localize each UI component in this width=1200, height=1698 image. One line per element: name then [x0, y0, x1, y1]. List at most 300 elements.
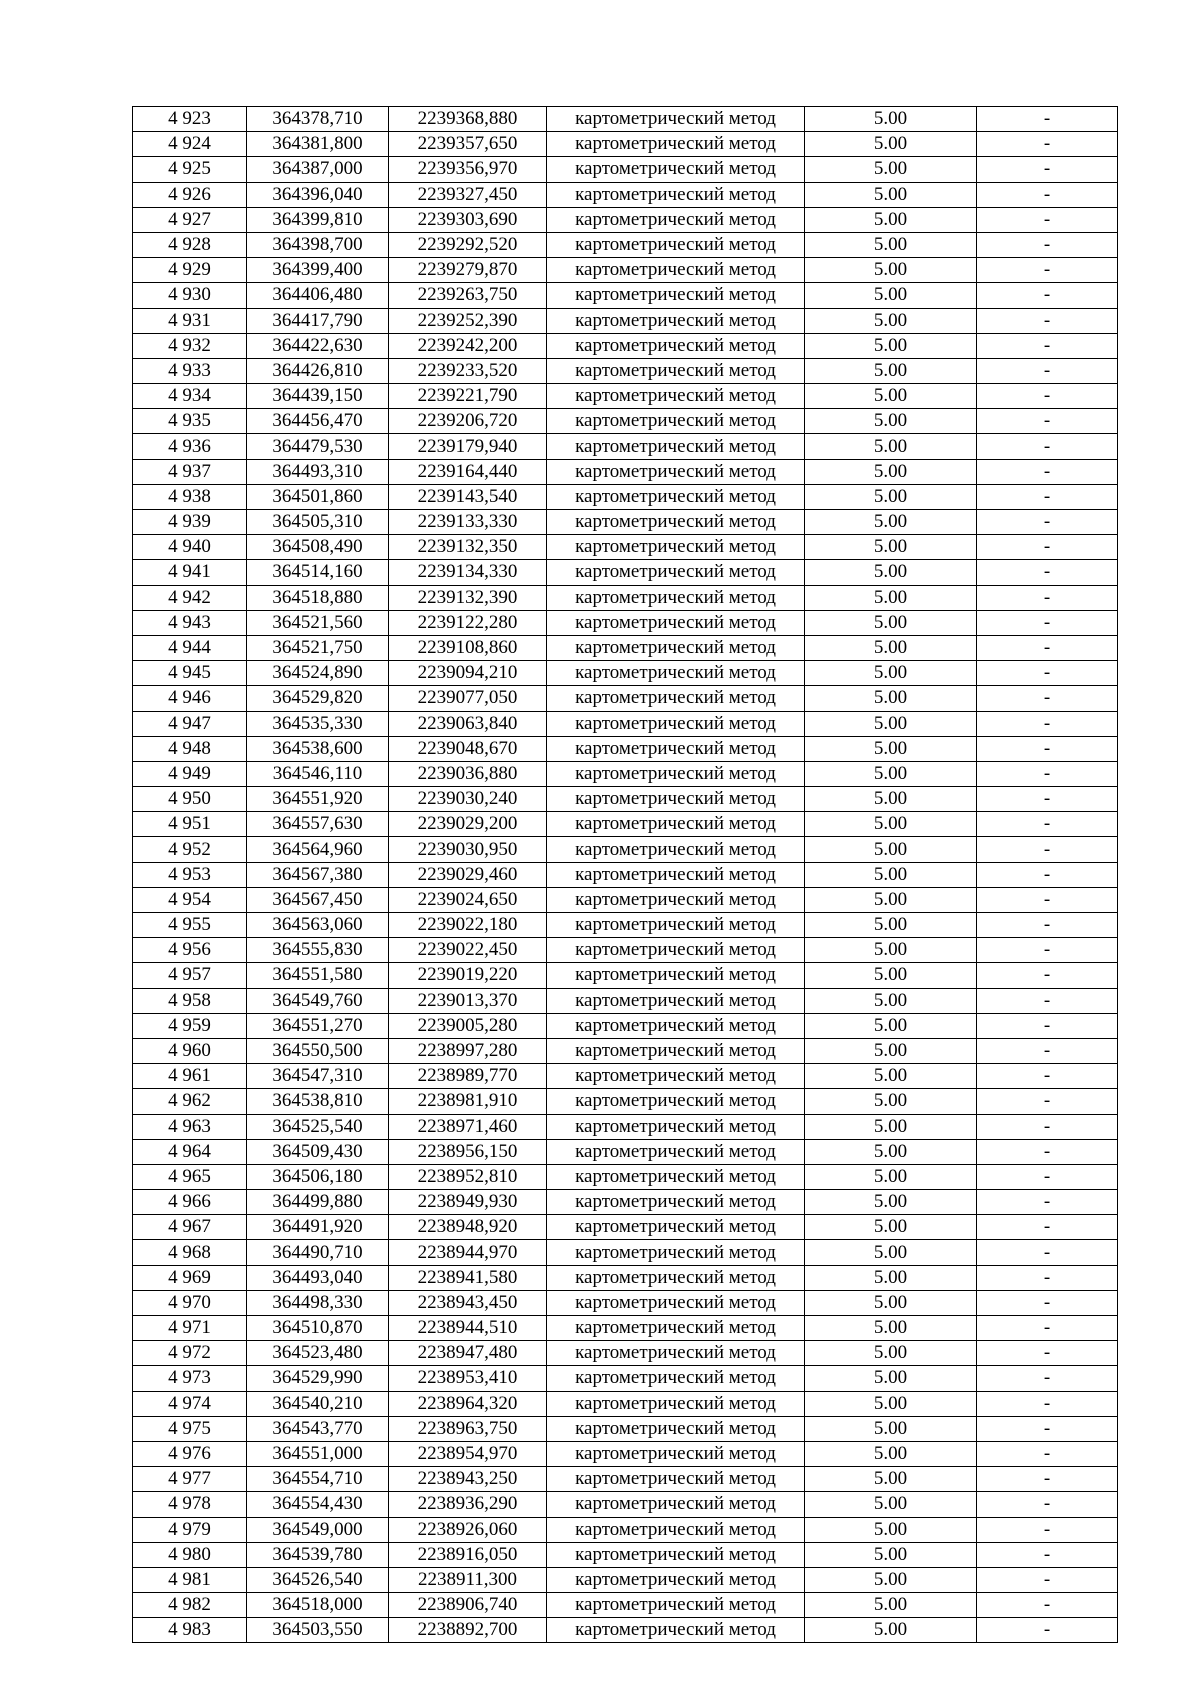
method-cell: картометрический метод [547, 535, 805, 560]
method-cell: картометрический метод [547, 132, 805, 157]
accuracy-cell: 5.00 [805, 1064, 977, 1089]
x-coordinate-cell: 364521,750 [247, 635, 389, 660]
table-row [133, 1316, 1118, 1341]
note-cell: - [977, 484, 1118, 509]
y-coordinate-cell: 2238916,050 [389, 1542, 547, 1567]
x-coordinate-cell: 364551,920 [247, 787, 389, 812]
accuracy-cell: 5.00 [805, 1391, 977, 1416]
accuracy-cell: 5.00 [805, 1366, 977, 1391]
table-row [133, 283, 1118, 308]
table-row [133, 182, 1118, 207]
y-coordinate-cell: 2239143,540 [389, 484, 547, 509]
method-cell: картометрический метод [547, 182, 805, 207]
y-coordinate-cell: 2239134,330 [389, 560, 547, 585]
accuracy-cell: 5.00 [805, 787, 977, 812]
note-cell: - [977, 207, 1118, 232]
table-row [133, 459, 1118, 484]
accuracy-cell: 5.00 [805, 1290, 977, 1315]
table-row [133, 384, 1118, 409]
method-cell: картометрический метод [547, 787, 805, 812]
x-coordinate-cell: 364540,210 [247, 1391, 389, 1416]
y-coordinate-cell: 2239036,880 [389, 761, 547, 786]
accuracy-cell: 5.00 [805, 610, 977, 635]
method-cell: картометрический метод [547, 207, 805, 232]
point-number-cell: 4 929 [133, 258, 247, 283]
y-coordinate-cell: 2238948,920 [389, 1215, 547, 1240]
point-number-cell: 4 944 [133, 635, 247, 660]
point-number-cell: 4 970 [133, 1290, 247, 1315]
table-row [133, 812, 1118, 837]
note-cell: - [977, 1240, 1118, 1265]
point-number-cell: 4 964 [133, 1139, 247, 1164]
table-row [133, 1215, 1118, 1240]
method-cell: картометрический метод [547, 1618, 805, 1643]
table-row [133, 1290, 1118, 1315]
note-cell: - [977, 938, 1118, 963]
note-cell: - [977, 1391, 1118, 1416]
point-number-cell: 4 958 [133, 988, 247, 1013]
table-row [133, 1089, 1118, 1114]
point-number-cell: 4 965 [133, 1164, 247, 1189]
point-number-cell: 4 951 [133, 812, 247, 837]
x-coordinate-cell: 364549,000 [247, 1517, 389, 1542]
method-cell: картометрический метод [547, 913, 805, 938]
point-number-cell: 4 923 [133, 107, 247, 132]
table-row [133, 661, 1118, 686]
note-cell: - [977, 837, 1118, 862]
accuracy-cell: 5.00 [805, 484, 977, 509]
note-cell: - [977, 459, 1118, 484]
method-cell: картометрический метод [547, 585, 805, 610]
accuracy-cell: 5.00 [805, 1190, 977, 1215]
note-cell: - [977, 1517, 1118, 1542]
method-cell: картометрический метод [547, 510, 805, 535]
x-coordinate-cell: 364529,990 [247, 1366, 389, 1391]
point-number-cell: 4 927 [133, 207, 247, 232]
method-cell: картометрический метод [547, 686, 805, 711]
y-coordinate-cell: 2239022,180 [389, 913, 547, 938]
y-coordinate-cell: 2239029,460 [389, 862, 547, 887]
y-coordinate-cell: 2238911,300 [389, 1567, 547, 1592]
coordinates-table-body [133, 107, 1118, 1643]
method-cell: картометрический метод [547, 560, 805, 585]
x-coordinate-cell: 364526,540 [247, 1567, 389, 1592]
point-number-cell: 4 969 [133, 1265, 247, 1290]
table-row [133, 1114, 1118, 1139]
y-coordinate-cell: 2238956,150 [389, 1139, 547, 1164]
accuracy-cell: 5.00 [805, 988, 977, 1013]
method-cell: картометрический метод [547, 333, 805, 358]
note-cell: - [977, 535, 1118, 560]
note-cell: - [977, 1114, 1118, 1139]
x-coordinate-cell: 364546,110 [247, 761, 389, 786]
note-cell: - [977, 1164, 1118, 1189]
y-coordinate-cell: 2239221,790 [389, 384, 547, 409]
note-cell: - [977, 358, 1118, 383]
method-cell: картометрический метод [547, 862, 805, 887]
method-cell: картометрический метод [547, 107, 805, 132]
x-coordinate-cell: 364399,810 [247, 207, 389, 232]
x-coordinate-cell: 364509,430 [247, 1139, 389, 1164]
table-row [133, 862, 1118, 887]
y-coordinate-cell: 2239233,520 [389, 358, 547, 383]
table-row [133, 157, 1118, 182]
note-cell: - [977, 107, 1118, 132]
point-number-cell: 4 977 [133, 1467, 247, 1492]
accuracy-cell: 5.00 [805, 333, 977, 358]
y-coordinate-cell: 2239030,950 [389, 837, 547, 862]
method-cell: картометрический метод [547, 988, 805, 1013]
point-number-cell: 4 934 [133, 384, 247, 409]
note-cell: - [977, 132, 1118, 157]
accuracy-cell: 5.00 [805, 1038, 977, 1063]
y-coordinate-cell: 2238989,770 [389, 1064, 547, 1089]
point-number-cell: 4 960 [133, 1038, 247, 1063]
y-coordinate-cell: 2238981,910 [389, 1089, 547, 1114]
accuracy-cell: 5.00 [805, 560, 977, 585]
y-coordinate-cell: 2239132,350 [389, 535, 547, 560]
x-coordinate-cell: 364514,160 [247, 560, 389, 585]
method-cell: картометрический метод [547, 837, 805, 862]
note-cell: - [977, 510, 1118, 535]
y-coordinate-cell: 2239133,330 [389, 510, 547, 535]
y-coordinate-cell: 2239019,220 [389, 963, 547, 988]
y-coordinate-cell: 2239108,860 [389, 635, 547, 660]
x-coordinate-cell: 364523,480 [247, 1341, 389, 1366]
method-cell: картометрический метод [547, 1013, 805, 1038]
note-cell: - [977, 887, 1118, 912]
table-row [133, 132, 1118, 157]
table-row [133, 1366, 1118, 1391]
accuracy-cell: 5.00 [805, 686, 977, 711]
x-coordinate-cell: 364456,470 [247, 409, 389, 434]
x-coordinate-cell: 364525,540 [247, 1114, 389, 1139]
accuracy-cell: 5.00 [805, 409, 977, 434]
coordinates-table [132, 106, 1118, 1643]
note-cell: - [977, 661, 1118, 686]
y-coordinate-cell: 2239077,050 [389, 686, 547, 711]
accuracy-cell: 5.00 [805, 635, 977, 660]
point-number-cell: 4 945 [133, 661, 247, 686]
method-cell: картометрический метод [547, 283, 805, 308]
point-number-cell: 4 948 [133, 736, 247, 761]
point-number-cell: 4 956 [133, 938, 247, 963]
accuracy-cell: 5.00 [805, 157, 977, 182]
accuracy-cell: 5.00 [805, 1341, 977, 1366]
table-row [133, 1517, 1118, 1542]
x-coordinate-cell: 364499,880 [247, 1190, 389, 1215]
point-number-cell: 4 935 [133, 409, 247, 434]
accuracy-cell: 5.00 [805, 1593, 977, 1618]
note-cell: - [977, 1013, 1118, 1038]
y-coordinate-cell: 2239292,520 [389, 232, 547, 257]
table-row [133, 258, 1118, 283]
note-cell: - [977, 1366, 1118, 1391]
x-coordinate-cell: 364479,530 [247, 434, 389, 459]
table-row [133, 635, 1118, 660]
table-row [133, 787, 1118, 812]
table-row [133, 409, 1118, 434]
y-coordinate-cell: 2239356,970 [389, 157, 547, 182]
note-cell: - [977, 610, 1118, 635]
y-coordinate-cell: 2238906,740 [389, 1593, 547, 1618]
point-number-cell: 4 932 [133, 333, 247, 358]
point-number-cell: 4 924 [133, 132, 247, 157]
table-row [133, 1038, 1118, 1063]
x-coordinate-cell: 364551,000 [247, 1441, 389, 1466]
y-coordinate-cell: 2238944,510 [389, 1316, 547, 1341]
accuracy-cell: 5.00 [805, 1467, 977, 1492]
method-cell: картометрический метод [547, 1190, 805, 1215]
table-row [133, 333, 1118, 358]
point-number-cell: 4 959 [133, 1013, 247, 1038]
method-cell: картометрический метод [547, 1038, 805, 1063]
point-number-cell: 4 950 [133, 787, 247, 812]
point-number-cell: 4 937 [133, 459, 247, 484]
table-row [133, 484, 1118, 509]
method-cell: картометрический метод [547, 1517, 805, 1542]
note-cell: - [977, 585, 1118, 610]
point-number-cell: 4 938 [133, 484, 247, 509]
note-cell: - [977, 1567, 1118, 1592]
y-coordinate-cell: 2238954,970 [389, 1441, 547, 1466]
accuracy-cell: 5.00 [805, 1114, 977, 1139]
table-row [133, 761, 1118, 786]
accuracy-cell: 5.00 [805, 585, 977, 610]
accuracy-cell: 5.00 [805, 1139, 977, 1164]
accuracy-cell: 5.00 [805, 887, 977, 912]
method-cell: картометрический метод [547, 1341, 805, 1366]
x-coordinate-cell: 364547,310 [247, 1064, 389, 1089]
method-cell: картометрический метод [547, 1567, 805, 1592]
table-row [133, 535, 1118, 560]
point-number-cell: 4 967 [133, 1215, 247, 1240]
table-row [133, 1441, 1118, 1466]
note-cell: - [977, 182, 1118, 207]
accuracy-cell: 5.00 [805, 283, 977, 308]
y-coordinate-cell: 2238926,060 [389, 1517, 547, 1542]
y-coordinate-cell: 2239132,390 [389, 585, 547, 610]
note-cell: - [977, 1064, 1118, 1089]
note-cell: - [977, 862, 1118, 887]
method-cell: картометрический метод [547, 1316, 805, 1341]
point-number-cell: 4 952 [133, 837, 247, 862]
y-coordinate-cell: 2238952,810 [389, 1164, 547, 1189]
point-number-cell: 4 979 [133, 1517, 247, 1542]
y-coordinate-cell: 2239122,280 [389, 610, 547, 635]
note-cell: - [977, 1190, 1118, 1215]
note-cell: - [977, 283, 1118, 308]
note-cell: - [977, 761, 1118, 786]
accuracy-cell: 5.00 [805, 182, 977, 207]
y-coordinate-cell: 2239094,210 [389, 661, 547, 686]
note-cell: - [977, 1215, 1118, 1240]
x-coordinate-cell: 364538,600 [247, 736, 389, 761]
point-number-cell: 4 966 [133, 1190, 247, 1215]
x-coordinate-cell: 364508,490 [247, 535, 389, 560]
y-coordinate-cell: 2239252,390 [389, 308, 547, 333]
table-row [133, 1542, 1118, 1567]
point-number-cell: 4 955 [133, 913, 247, 938]
point-number-cell: 4 936 [133, 434, 247, 459]
accuracy-cell: 5.00 [805, 510, 977, 535]
method-cell: картометрический метод [547, 409, 805, 434]
table-row [133, 1265, 1118, 1290]
point-number-cell: 4 978 [133, 1492, 247, 1517]
note-cell: - [977, 560, 1118, 585]
note-cell: - [977, 1542, 1118, 1567]
x-coordinate-cell: 364564,960 [247, 837, 389, 862]
method-cell: картометрический метод [547, 258, 805, 283]
x-coordinate-cell: 364543,770 [247, 1416, 389, 1441]
y-coordinate-cell: 2239013,370 [389, 988, 547, 1013]
accuracy-cell: 5.00 [805, 1618, 977, 1643]
accuracy-cell: 5.00 [805, 232, 977, 257]
point-number-cell: 4 975 [133, 1416, 247, 1441]
table-row [133, 358, 1118, 383]
table-row [133, 1492, 1118, 1517]
accuracy-cell: 5.00 [805, 1492, 977, 1517]
y-coordinate-cell: 2239005,280 [389, 1013, 547, 1038]
note-cell: - [977, 736, 1118, 761]
note-cell: - [977, 1038, 1118, 1063]
table-row [133, 1139, 1118, 1164]
accuracy-cell: 5.00 [805, 938, 977, 963]
table-row [133, 585, 1118, 610]
table-row [133, 1467, 1118, 1492]
x-coordinate-cell: 364550,500 [247, 1038, 389, 1063]
note-cell: - [977, 711, 1118, 736]
point-number-cell: 4 941 [133, 560, 247, 585]
x-coordinate-cell: 364493,310 [247, 459, 389, 484]
note-cell: - [977, 1467, 1118, 1492]
method-cell: картометрический метод [547, 711, 805, 736]
method-cell: картометрический метод [547, 1290, 805, 1315]
table-row [133, 686, 1118, 711]
method-cell: картометрический метод [547, 1114, 805, 1139]
accuracy-cell: 5.00 [805, 308, 977, 333]
method-cell: картометрический метод [547, 157, 805, 182]
x-coordinate-cell: 364518,000 [247, 1593, 389, 1618]
point-number-cell: 4 947 [133, 711, 247, 736]
method-cell: картометрический метод [547, 434, 805, 459]
y-coordinate-cell: 2239022,450 [389, 938, 547, 963]
method-cell: картометрический метод [547, 963, 805, 988]
x-coordinate-cell: 364503,550 [247, 1618, 389, 1643]
method-cell: картометрический метод [547, 459, 805, 484]
y-coordinate-cell: 2239024,650 [389, 887, 547, 912]
table-row [133, 610, 1118, 635]
point-number-cell: 4 962 [133, 1089, 247, 1114]
note-cell: - [977, 1593, 1118, 1618]
x-coordinate-cell: 364538,810 [247, 1089, 389, 1114]
x-coordinate-cell: 364506,180 [247, 1164, 389, 1189]
method-cell: картометрический метод [547, 1215, 805, 1240]
table-row [133, 963, 1118, 988]
accuracy-cell: 5.00 [805, 207, 977, 232]
accuracy-cell: 5.00 [805, 358, 977, 383]
accuracy-cell: 5.00 [805, 1441, 977, 1466]
method-cell: картометрический метод [547, 1064, 805, 1089]
note-cell: - [977, 333, 1118, 358]
x-coordinate-cell: 364555,830 [247, 938, 389, 963]
table-row [133, 938, 1118, 963]
table-row [133, 510, 1118, 535]
x-coordinate-cell: 364567,380 [247, 862, 389, 887]
note-cell: - [977, 787, 1118, 812]
method-cell: картометрический метод [547, 484, 805, 509]
table-row [133, 560, 1118, 585]
table-row [133, 736, 1118, 761]
table-row [133, 1416, 1118, 1441]
method-cell: картометрический метод [547, 1492, 805, 1517]
x-coordinate-cell: 364529,820 [247, 686, 389, 711]
accuracy-cell: 5.00 [805, 1416, 977, 1441]
point-number-cell: 4 931 [133, 308, 247, 333]
point-number-cell: 4 983 [133, 1618, 247, 1643]
table-row [133, 887, 1118, 912]
x-coordinate-cell: 364505,310 [247, 510, 389, 535]
x-coordinate-cell: 364554,430 [247, 1492, 389, 1517]
note-cell: - [977, 913, 1118, 938]
note-cell: - [977, 812, 1118, 837]
table-row [133, 1164, 1118, 1189]
method-cell: картометрический метод [547, 1366, 805, 1391]
point-number-cell: 4 930 [133, 283, 247, 308]
note-cell: - [977, 1290, 1118, 1315]
x-coordinate-cell: 364539,780 [247, 1542, 389, 1567]
method-cell: картометрический метод [547, 1164, 805, 1189]
y-coordinate-cell: 2239179,940 [389, 434, 547, 459]
point-number-cell: 4 981 [133, 1567, 247, 1592]
y-coordinate-cell: 2238936,290 [389, 1492, 547, 1517]
method-cell: картометрический метод [547, 358, 805, 383]
y-coordinate-cell: 2239206,720 [389, 409, 547, 434]
point-number-cell: 4 968 [133, 1240, 247, 1265]
x-coordinate-cell: 364490,710 [247, 1240, 389, 1265]
note-cell: - [977, 308, 1118, 333]
point-number-cell: 4 925 [133, 157, 247, 182]
y-coordinate-cell: 2238949,930 [389, 1190, 547, 1215]
point-number-cell: 4 943 [133, 610, 247, 635]
accuracy-cell: 5.00 [805, 661, 977, 686]
point-number-cell: 4 940 [133, 535, 247, 560]
y-coordinate-cell: 2238944,970 [389, 1240, 547, 1265]
x-coordinate-cell: 364549,760 [247, 988, 389, 1013]
x-coordinate-cell: 364518,880 [247, 585, 389, 610]
point-number-cell: 4 949 [133, 761, 247, 786]
x-coordinate-cell: 364381,800 [247, 132, 389, 157]
method-cell: картометрический метод [547, 384, 805, 409]
x-coordinate-cell: 364426,810 [247, 358, 389, 383]
table-row [133, 434, 1118, 459]
x-coordinate-cell: 364399,400 [247, 258, 389, 283]
accuracy-cell: 5.00 [805, 1542, 977, 1567]
point-number-cell: 4 980 [133, 1542, 247, 1567]
x-coordinate-cell: 364406,480 [247, 283, 389, 308]
point-number-cell: 4 928 [133, 232, 247, 257]
accuracy-cell: 5.00 [805, 434, 977, 459]
method-cell: картометрический метод [547, 1391, 805, 1416]
note-cell: - [977, 1618, 1118, 1643]
accuracy-cell: 5.00 [805, 1517, 977, 1542]
point-number-cell: 4 963 [133, 1114, 247, 1139]
y-coordinate-cell: 2238997,280 [389, 1038, 547, 1063]
y-coordinate-cell: 2239063,840 [389, 711, 547, 736]
x-coordinate-cell: 364387,000 [247, 157, 389, 182]
x-coordinate-cell: 364422,630 [247, 333, 389, 358]
accuracy-cell: 5.00 [805, 736, 977, 761]
